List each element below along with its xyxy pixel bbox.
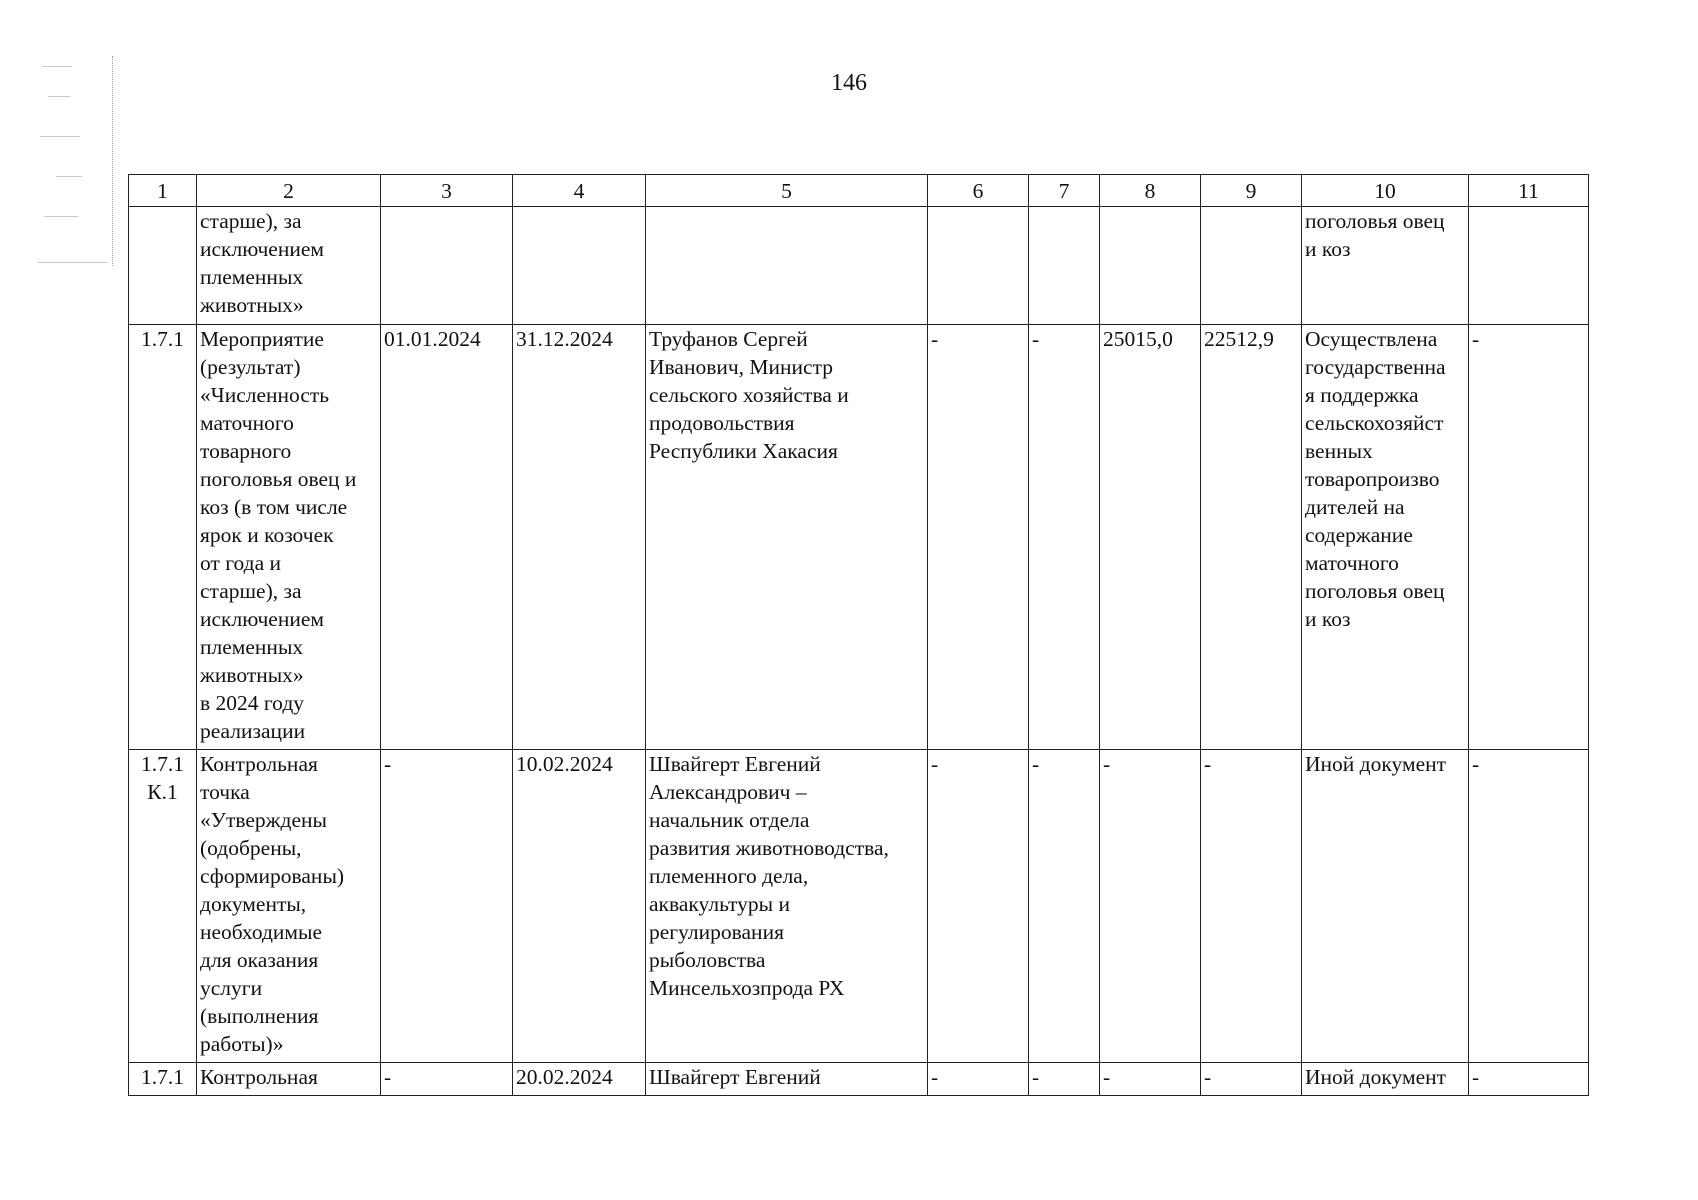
header-cell: 1 xyxy=(129,175,197,207)
cell-start-date: 01.01.2024 xyxy=(381,325,513,750)
cell-number: 1.7.1 xyxy=(129,325,197,750)
cell-col11: - xyxy=(1469,325,1589,750)
page-number: 146 xyxy=(831,70,867,96)
cell-result: поголовья овец и коз xyxy=(1302,207,1469,325)
table-row xyxy=(129,207,1589,325)
table-row xyxy=(129,1063,1589,1096)
cell-start-date: - xyxy=(381,750,513,1063)
cell-result: Иной документ xyxy=(1302,1063,1469,1096)
cell-number: 1.7.1 xyxy=(129,1063,197,1096)
header-cell: 11 xyxy=(1469,175,1589,207)
cell-col11: - xyxy=(1469,750,1589,1063)
cell-responsible xyxy=(646,207,928,325)
table-row xyxy=(129,750,1589,1063)
header-cell: 9 xyxy=(1201,175,1302,207)
cell-end-date: 10.02.2024 xyxy=(513,750,646,1063)
cell-col6 xyxy=(928,207,1029,325)
cell-col7 xyxy=(1029,207,1100,325)
header-cell: 10 xyxy=(1302,175,1469,207)
header-cell: 4 xyxy=(513,175,646,207)
cell-end-date: 20.02.2024 xyxy=(513,1063,646,1096)
cell-col8: - xyxy=(1100,750,1201,1063)
cell-col9 xyxy=(1201,207,1302,325)
cell-col6: - xyxy=(928,325,1029,750)
cell-col9: - xyxy=(1201,750,1302,1063)
cell-col7: - xyxy=(1029,325,1100,750)
cell-col11: - xyxy=(1469,1063,1589,1096)
cell-number xyxy=(129,207,197,325)
cell-name: старше), за исключением племенных животных» xyxy=(197,207,381,325)
cell-col9: - xyxy=(1201,1063,1302,1096)
document-table xyxy=(128,174,1589,1096)
cell-col9: 22512,9 xyxy=(1201,325,1302,750)
cell-col8: 25015,0 xyxy=(1100,325,1201,750)
cell-col6: - xyxy=(928,1063,1029,1096)
cell-responsible: Швайгерт Евгений xyxy=(646,1063,928,1096)
cell-number: 1.7.1 К.1 xyxy=(129,750,197,1063)
cell-result: Осуществлена государственна я поддержка сельскохозяйст венных товаропроизво дителей на содержание маточного поголовья овец и коз xyxy=(1302,325,1469,750)
cell-result: Иной документ xyxy=(1302,750,1469,1063)
table-header-row xyxy=(129,175,1589,207)
cell-col7: - xyxy=(1029,750,1100,1063)
cell-name: Контрольная точка «Утверждены (одобрены, сформированы) документы, необходимые для оказания услуги (выполнения работы)» xyxy=(197,750,381,1063)
header-cell: 2 xyxy=(197,175,381,207)
cell-col8: - xyxy=(1100,1063,1201,1096)
cell-col8 xyxy=(1100,207,1201,325)
cell-col6: - xyxy=(928,750,1029,1063)
cell-responsible: Швайгерт Евгений Александрович – начальник отдела развития животноводства, племенного дела, аквакультуры и регулирования рыболовства Минсельхозпрода РХ xyxy=(646,750,928,1063)
cell-end-date: 31.12.2024 xyxy=(513,325,646,750)
header-cell: 7 xyxy=(1029,175,1100,207)
cell-responsible: Труфанов Сергей Иванович, Министр сельского хозяйства и продовольствия Республики Хакасия xyxy=(646,325,928,750)
header-cell: 3 xyxy=(381,175,513,207)
cell-name: Контрольная xyxy=(197,1063,381,1096)
header-cell: 6 xyxy=(928,175,1029,207)
header-cell: 8 xyxy=(1100,175,1201,207)
cell-col11 xyxy=(1469,207,1589,325)
margin-scan-artifact xyxy=(38,56,113,266)
cell-col7: - xyxy=(1029,1063,1100,1096)
cell-name: Мероприятие (результат) «Численность маточного товарного поголовья овец и коз (в том числе ярок и козочек от года и старше), за исключением племенных животных» в 2024 году реализации xyxy=(197,325,381,750)
table-row xyxy=(129,325,1589,750)
cell-end-date xyxy=(513,207,646,325)
cell-start-date xyxy=(381,207,513,325)
header-cell: 5 xyxy=(646,175,928,207)
cell-start-date: - xyxy=(381,1063,513,1096)
